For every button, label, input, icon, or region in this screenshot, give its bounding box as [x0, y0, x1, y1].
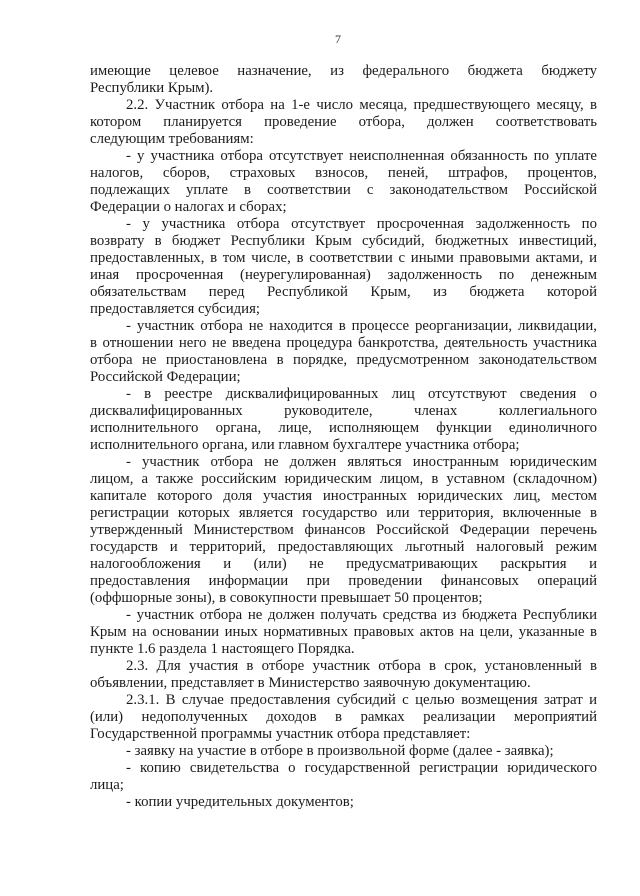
text-line: (или) недополученных доходов в рамках реализации мероприятий: [90, 709, 597, 725]
text-line: утвержденный Министерством финансов Российской Федерации перечень: [90, 522, 597, 538]
paragraph: [90, 760, 597, 794]
text-line: предоставленных, в том числе, в соответствии с иными правовыми актами, и: [90, 250, 597, 266]
text-line: капитале которого доля участия иностранных юридических лиц, местом: [90, 488, 597, 504]
paragraph: [90, 454, 597, 607]
text-line: - копию свидетельства о государственной регистрации юридического: [126, 760, 597, 776]
paragraph: [90, 97, 597, 148]
text-line: исполнительного органа, или главном бухгалтере участника отбора;: [90, 437, 520, 453]
text-line: налогов, сборов, страховых взносов, пеней, штрафов, процентов,: [90, 165, 597, 181]
text-line: объявлении, представляет в Министерство заявочную документацию.: [90, 675, 531, 691]
text-line: Федерации о налогах и сборах;: [90, 199, 287, 215]
text-line: предоставляется субсидия;: [90, 301, 260, 317]
text-line: - участник отбора не должен получать средства из бюджета Республики: [126, 607, 597, 623]
text-line: иная просроченная (неурегулированная) задолженность по денежным: [90, 267, 597, 283]
paragraph: [90, 743, 597, 760]
paragraph: [90, 63, 597, 97]
text-line: имеющие целевое назначение, из федерального бюджета бюджету: [90, 63, 597, 79]
text-line: исполнительного органа, лице, исполняющем функции единоличного: [90, 420, 597, 436]
paragraph: [90, 607, 597, 658]
text-line: дисквалифицированных руководителе, членах коллегиального: [90, 403, 597, 419]
text-line: - у участника отбора отсутствует неисполненная обязанность по уплате: [126, 148, 597, 164]
text-line: лица;: [90, 777, 124, 793]
text-line: 2.3.1. В случае предоставления субсидий с целью возмещения затрат и: [126, 692, 597, 708]
paragraph: [90, 794, 597, 811]
text-line: предоставления информации при проведении финансовых операций: [90, 573, 597, 589]
text-line: в отношении него не введена процедура банкротства, деятельность участника: [90, 335, 597, 351]
paragraph: [90, 148, 597, 216]
text-line: Крым на основании иных нормативных правовых актов на цели, указанные в: [90, 624, 597, 640]
text-line: - копии учредительных документов;: [126, 794, 354, 810]
text-line: Российской Федерации;: [90, 369, 241, 385]
text-line: следующим требованиям:: [90, 131, 254, 147]
text-line: подлежащих уплате в соответствии с законодательством Российской: [90, 182, 597, 198]
paragraph: [90, 658, 597, 692]
text-line: пункте 1.6 раздела 1 настоящего Порядка.: [90, 641, 355, 657]
text-line: - заявку на участие в отборе в произвольной форме (далее - заявка);: [126, 743, 554, 759]
document-body: [90, 63, 597, 811]
text-line: обязательствам перед Республикой Крым, из бюджета которой: [90, 284, 597, 300]
text-line: лицом, а также российским юридическим лицом, в уставном (складочном): [90, 471, 597, 487]
paragraph: [90, 318, 597, 386]
text-line: государств и территорий, предоставляющих льготный налоговый режим: [90, 539, 597, 555]
text-line: регистрации которых является государство или территория, включенные в: [90, 505, 597, 521]
text-line: Республики Крым).: [90, 80, 214, 96]
text-line: - участник отбора не находится в процессе реорганизации, ликвидации,: [126, 318, 597, 334]
text-line: налогообложения и (или) не предусматривающих раскрытия и: [90, 556, 597, 572]
text-line: - в реестре дисквалифицированных лиц отсутствуют сведения о: [126, 386, 597, 402]
text-line: - у участника отбора отсутствует просроченная задолженность по: [126, 216, 597, 232]
text-line: отбора не приостановлена в порядке, предусмотренном законодательством: [90, 352, 597, 368]
paragraph: [90, 692, 597, 743]
text-line: - участник отбора не должен являться иностранным юридическим: [126, 454, 597, 470]
text-line: Государственной программы участник отбора представляет:: [90, 726, 471, 742]
paragraph: [90, 216, 597, 318]
text-line: котором планируется проведение отбора, должен соответствовать: [90, 114, 597, 130]
text-line: 2.3. Для участия в отборе участник отбора в срок, установленный в: [126, 658, 597, 674]
page-number: 7: [335, 32, 341, 46]
text-line: (оффшорные зоны), в совокупности превышает 50 процентов;: [90, 590, 483, 606]
text-line: возврату в бюджет Республики Крым субсидий, бюджетных инвестиций,: [90, 233, 597, 249]
paragraph: [90, 386, 597, 454]
text-line: 2.2. Участник отбора на 1-е число месяца, предшествующего месяцу, в: [126, 97, 597, 113]
